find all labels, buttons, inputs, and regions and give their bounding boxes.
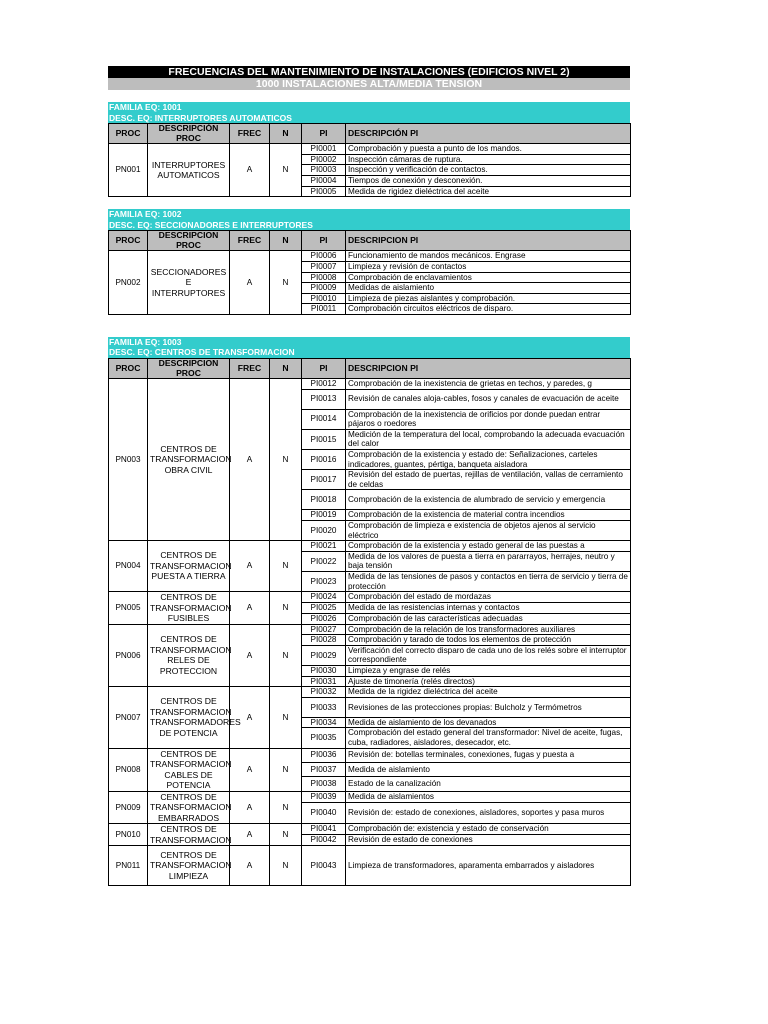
maintenance-table [108,358,631,886]
family-code: FAMILIA EQ: 1002 [108,209,630,220]
frequency: A [230,144,270,197]
pi-description: Ajuste de timonería (relés directos) [346,676,631,687]
proc-description: INTERRUPTORES AUTOMATICOS [148,144,230,197]
page-subtitle: 1000 INSTALACIONES ALTA/MEDIA TENSION [108,78,630,90]
document [108,66,630,886]
frequency: A [230,846,270,886]
pi-code: PI0018 [302,490,346,510]
header-n: N [270,231,302,251]
table-row [109,541,631,552]
pi-code: PI0032 [302,687,346,698]
n-flag: N [270,748,302,791]
table-row [109,624,631,635]
pi-description: Comprobación de limpieza e existencia de objetos ajenos al servicio eléctrico [346,521,631,541]
pi-code: PI0005 [302,186,346,197]
table-row [109,791,631,802]
header-pi: PI [302,231,346,251]
table-row [109,592,631,603]
pi-description: Comprobación circuitos eléctricos de disparo. [346,304,631,315]
header-proc: PROC [109,358,148,378]
pi-code: PI0040 [302,802,346,823]
proc-description: CENTROS DE TRANSFORMACION RELES DE PROTECCION [148,624,230,687]
pi-description: Medida de rigidez dieléctrica del aceite [346,186,631,197]
header-frec: FREC [230,124,270,144]
n-flag: N [270,624,302,687]
table-header-row [109,231,631,251]
pi-code: PI0041 [302,824,346,835]
pi-code: PI0034 [302,717,346,728]
proc-code: PN007 [109,687,148,748]
pi-code: PI0038 [302,777,346,791]
pi-description: Verificación del correcto disparo de cada uno de los relés sobre el interruptor correspondiente [346,645,631,665]
pi-code: PI0016 [302,450,346,470]
family-section [108,337,630,886]
pi-description: Inspección cámaras de ruptura. [346,154,631,165]
table-row [109,748,631,762]
proc-code: PN002 [109,251,148,315]
pi-code: PI0021 [302,541,346,552]
pi-description: Medida de aislamiento de los devanados [346,717,631,728]
pi-description: Revisiones de las protecciones propias: Bulcholz y Termómetros [346,697,631,717]
pi-code: PI0028 [302,635,346,646]
table-row [109,379,631,390]
header-pi: PI [302,358,346,378]
header-frec: FREC [230,231,270,251]
pi-code: PI0037 [302,762,346,776]
proc-code: PN011 [109,846,148,886]
frequency: A [230,251,270,315]
n-flag: N [270,687,302,748]
pi-description: Comprobación y tarado de todos los elementos de protección [346,635,631,646]
pi-description: Revisión de canales aloja-cables, fosos y canales de evacuación de aceite [346,389,631,409]
frequency: A [230,748,270,791]
pi-code: PI0029 [302,645,346,665]
pi-code: PI0002 [302,154,346,165]
pi-code: PI0023 [302,572,346,592]
pi-description: Comprobación de: existencia y estado de conservación [346,824,631,835]
proc-description: CENTROS DE TRANSFORMACION [148,824,230,846]
frequency: A [230,592,270,625]
pi-description: Comprobación de la existencia de material contra incendios [346,510,631,521]
pi-description: Limpieza y engrase de relés [346,666,631,677]
pi-description: Medición de la temperatura del local, comprobando la adecuada evacuación del calor [346,429,631,449]
family-section [108,102,630,197]
frequency: A [230,624,270,687]
pi-description: Comprobación de las características adecuadas [346,613,631,624]
table-header-row [109,124,631,144]
n-flag: N [270,379,302,541]
pi-description: Comprobación de la existencia y estado de: Señalizaciones, carteles indicadores, guantes, pértiga, banqueta aisladora [346,450,631,470]
pi-code: PI0025 [302,603,346,614]
frequency: A [230,687,270,748]
pi-description: Comprobación de la existencia de alumbrado de servicio y emergencia [346,490,631,510]
pi-description: Comprobación de la existencia y estado general de las puestas a [346,541,631,552]
pi-code: PI0008 [302,272,346,283]
table-row [109,846,631,886]
pi-description: Limpieza y revisión de contactos [346,261,631,272]
header-desc-pi: DESCRIPCION PI [346,231,631,251]
family-description: DESC. EQ: INTERRUPTORES AUTOMATICOS [108,113,630,124]
pi-code: PI0004 [302,175,346,186]
pi-description: Tiempos de conexión y desconexión. [346,175,631,186]
pi-description: Revisión de estado de conexiones [346,835,631,846]
proc-description: CENTROS DE TRANSFORMACION FUSIBLES [148,592,230,625]
pi-description: Limpieza de piezas aislantes y comprobación. [346,293,631,304]
proc-description: CENTROS DE TRANSFORMACION EMBARRADOS [148,791,230,824]
pi-code: PI0011 [302,304,346,315]
header-desc-pi: DESCRIPCION PI [346,358,631,378]
maintenance-table [108,123,631,197]
pi-code: PI0026 [302,613,346,624]
header-desc-pi: DESCRIPCIÓN PI [346,124,631,144]
pi-code: PI0012 [302,379,346,390]
frequency: A [230,379,270,541]
pi-code: PI0013 [302,389,346,409]
pi-description: Medida de la rigidez dieléctrica del aceite [346,687,631,698]
header-proc: PROC [109,231,148,251]
pi-code: PI0019 [302,510,346,521]
proc-code: PN004 [109,541,148,592]
pi-description: Funcionamiento de mandos mecánicos. Engrase [346,251,631,262]
pi-description: Estado de la canalización [346,777,631,791]
proc-code: PN010 [109,824,148,846]
pi-description: Comprobación de la inexistencia de orificios por donde puedan entrar pájaros o roedores [346,409,631,429]
proc-description: CENTROS DE TRANSFORMACION CABLES DE POTENCIA [148,748,230,791]
pi-description: Comprobación de la inexistencia de grietas en techos, y paredes, g [346,379,631,390]
pi-code: PI0033 [302,697,346,717]
pi-description: Comprobación del estado general del transformador: Nivel de aceite, fugas, cuba, radiadores, aisladores, desecador, etc. [346,728,631,748]
proc-code: PN003 [109,379,148,541]
pi-code: PI0014 [302,409,346,429]
pi-description: Medida de los valores de puesta a tierra en pararrayos, herrajes, neutro y baja tensión [346,551,631,571]
pi-description: Comprobación de enclavamientos [346,272,631,283]
pi-code: PI0003 [302,165,346,176]
header-n: N [270,124,302,144]
header-desc-proc: DESCRIPCION PROC [148,358,230,378]
pi-description: Medida de las resistencias internas y contactos [346,603,631,614]
header-pi: PI [302,124,346,144]
families-container [108,102,630,886]
pi-description: Comprobación y puesta a punto de los mandos. [346,144,631,155]
header-desc-proc: DESCRIPCION PROC [148,231,230,251]
proc-code: PN005 [109,592,148,625]
pi-code: PI0035 [302,728,346,748]
n-flag: N [270,251,302,315]
pi-description: Comprobación de la relación de los transformadores auxiliares [346,624,631,635]
header-proc: PROC [109,124,148,144]
proc-code: PN008 [109,748,148,791]
page-title: FRECUENCIAS DEL MANTENIMIENTO DE INSTALACIONES (EDIFICIOS NIVEL 2) [108,66,630,78]
n-flag: N [270,846,302,886]
n-flag: N [270,592,302,625]
pi-code: PI0030 [302,666,346,677]
pi-description: Revisión de: botellas terminales, conexiones, fugas y puesta a [346,748,631,762]
n-flag: N [270,824,302,846]
pi-code: PI0010 [302,293,346,304]
n-flag: N [270,791,302,824]
family-section [108,209,630,315]
pi-code: PI0015 [302,429,346,449]
proc-description: CENTROS DE TRANSFORMACION TRANSFORMADORES DE POTENCIA [148,687,230,748]
table-row [109,824,631,835]
proc-description: CENTROS DE TRANSFORMACION OBRA CIVIL [148,379,230,541]
frequency: A [230,791,270,824]
header-n: N [270,358,302,378]
proc-description: CENTROS DE TRANSFORMACION LIMPIEZA [148,846,230,886]
proc-code: PN001 [109,144,148,197]
pi-code: PI0001 [302,144,346,155]
pi-description: Revisión de: estado de conexiones, aisladores, soportes y pasa muros [346,802,631,823]
header-desc-proc: DESCRIPCIÓN PROC [148,124,230,144]
family-description: DESC. EQ: SECCIONADORES E INTERRUPTORES [108,220,630,231]
family-description: DESC. EQ: CENTROS DE TRANSFORMACION [108,347,630,358]
pi-description: Medida de aislamiento [346,762,631,776]
n-flag: N [270,541,302,592]
family-code: FAMILIA EQ: 1003 [108,337,630,348]
pi-code: PI0039 [302,791,346,802]
pi-description: Limpieza de transformadores, aparamenta embarrados y aisladores [346,846,631,886]
maintenance-table [108,230,631,315]
header-frec: FREC [230,358,270,378]
proc-description: CENTROS DE TRANSFORMACION PUESTA A TIERRA [148,541,230,592]
pi-description: Revisión del estado de puertas, rejillas de ventilación, vallas de cerramiento de celdas [346,470,631,490]
family-code: FAMILIA EQ: 1001 [108,102,630,113]
pi-code: PI0017 [302,470,346,490]
table-header-row [109,358,631,378]
pi-code: PI0006 [302,251,346,262]
pi-code: PI0036 [302,748,346,762]
proc-code: PN009 [109,791,148,824]
pi-code: PI0009 [302,283,346,294]
pi-code: PI0043 [302,846,346,886]
n-flag: N [270,144,302,197]
pi-code: PI0027 [302,624,346,635]
table-row [109,687,631,698]
proc-description: SECCIONADORES E INTERRUPTORES [148,251,230,315]
pi-description: Comprobación del estado de mordazas [346,592,631,603]
frequency: A [230,541,270,592]
pi-description: Medidas de aislamiento [346,283,631,294]
pi-description: Medida de aislamientos [346,791,631,802]
pi-code: PI0007 [302,261,346,272]
proc-code: PN006 [109,624,148,687]
frequency: A [230,824,270,846]
pi-code: PI0022 [302,551,346,571]
pi-code: PI0024 [302,592,346,603]
pi-code: PI0031 [302,676,346,687]
pi-description: Medida de las tensiones de pasos y contactos en tierra de servicio y tierra de protección [346,572,631,592]
table-row [109,144,631,155]
pi-code: PI0042 [302,835,346,846]
table-row [109,251,631,262]
pi-description: Inspección y verificación de contactos. [346,165,631,176]
pi-code: PI0020 [302,521,346,541]
